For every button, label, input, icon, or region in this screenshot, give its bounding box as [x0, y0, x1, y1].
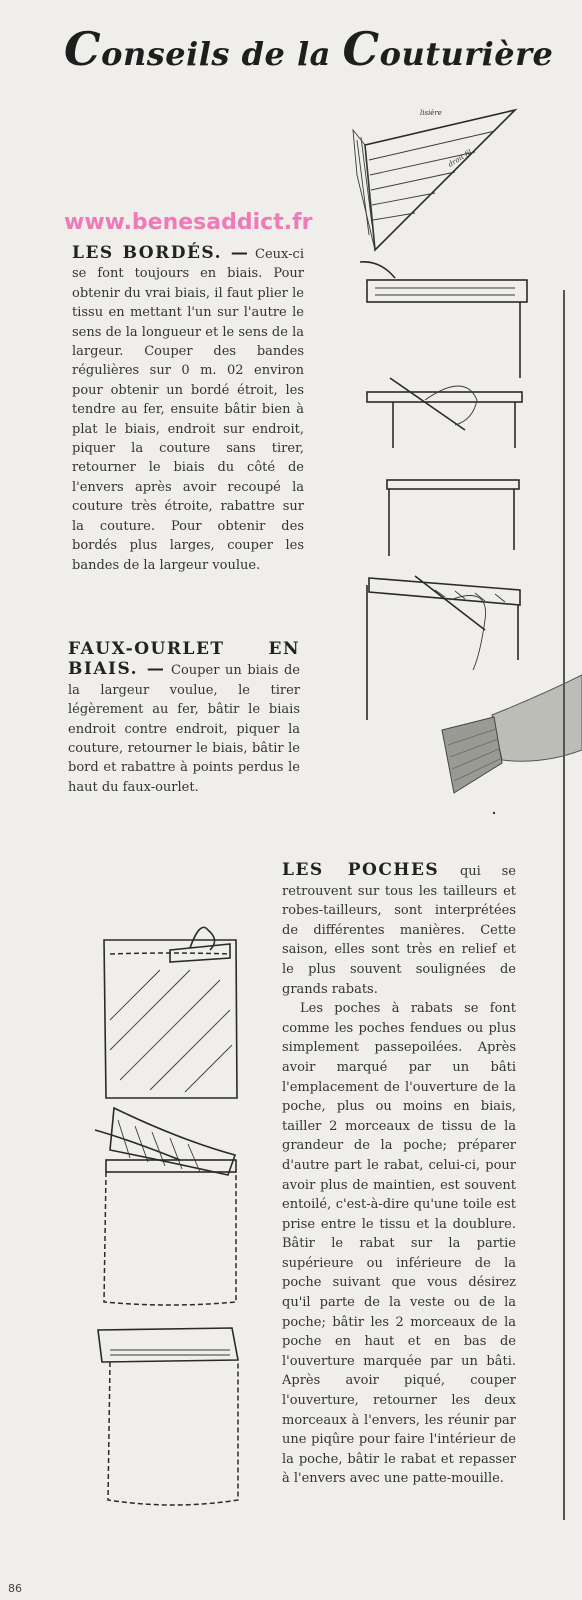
pocket-steps-diagram	[90, 910, 260, 1530]
heading-faux-ourlet: FAUX-OURLET EN BIAIS. —	[68, 639, 300, 680]
pocket-step-2	[95, 1108, 236, 1305]
page-edge-line	[563, 290, 565, 1520]
label-lisiere: lisière	[420, 109, 442, 117]
section-bordes	[72, 244, 304, 575]
watermark: www.benesaddict.fr	[64, 210, 313, 235]
text-faux-ourlet: Couper un biais de la largeur voulue, le tirer légèrement au fer, bâtir le biais endroit contre endroit, piquer la couture, retourner le biais, bâtir le bord et rabattre à points perdus le haut du faux-ourlet.	[68, 663, 300, 795]
section-poches	[282, 861, 516, 1489]
pocket-step-3	[98, 1328, 238, 1505]
binding-step-1	[360, 262, 527, 378]
text-bordes: Ceux-ci se font toujours en biais. Pour obtenir du vrai biais, il faut plier le tissu en mettant l'un sur l'autre le sens de la longueur et le sens de la largeur. Couper des bandes régulières sur 0 m. 02 environ pour obtenir un bordé étroit, les tendre au fer, ensuite bâtir bien à plat le biais, endroit sur endroit, piquer la couture sans tirer, retourner le biais du côté de l'envers après avoir recoupé la couture très étroite, rabattre sur la couture. Pour obtenir des bordés plus larges, couper les bandes de la largeur voulue.	[72, 247, 304, 573]
page-title: Conseils de la Couturière	[64, 22, 554, 76]
section-faux-ourlet	[68, 640, 300, 797]
text-poches-body: Les poches à rabats se font comme les poches fendues ou plus simplement passepoilées. Après avoir marqué par un bâti l'emplacement de l'ouverture de la poche, plus ou moins en biais, tailler 2 morceaux de tissu de la grandeur de la poche; préparer d'autre part le rabat, celui-ci, pour avoir plus de maintien, est souvent entoilé, c'est-à-dire qu'une toile est prise entre le tissu et la doublure. Bâtir le rabat sur la partie supérieure ou inférieure de la poche suivant que vous désirez qu'il parte de la veste ou de la poche; bâtir les 2 morceaux de la poche en haut et en bas de l'ouverture marquée par un bâti. Après avoir piqué, couper l'ouverture, retourner les deux morceaux à l'envers, les réunir par une piqûre pour faire l'intérieur de la poche, bâtir le rabat et repasser à l'envers avec une patte-mouille.	[282, 1001, 516, 1487]
page-number: 86	[8, 1582, 22, 1595]
binding-steps-diagram	[355, 260, 535, 730]
pocket-step-1	[104, 927, 237, 1098]
label-droit-fil: droit fil	[446, 148, 474, 169]
binding-step-2	[367, 378, 522, 448]
bias-fold-diagram	[345, 105, 530, 255]
knit-sleeve-illustration	[432, 675, 582, 815]
heading-poches: LES POCHES	[282, 860, 440, 880]
heading-bordes: LES BORDÉS. —	[72, 243, 250, 263]
binding-step-3	[387, 480, 519, 556]
text-poches-intro: qui se retrouvent sur tous les tailleurs et robes-tailleurs, sont interprétées de différentes manières. Cette saison, elles sont très en relief et le plus souvent soulignées de grands rabats.	[282, 864, 516, 997]
